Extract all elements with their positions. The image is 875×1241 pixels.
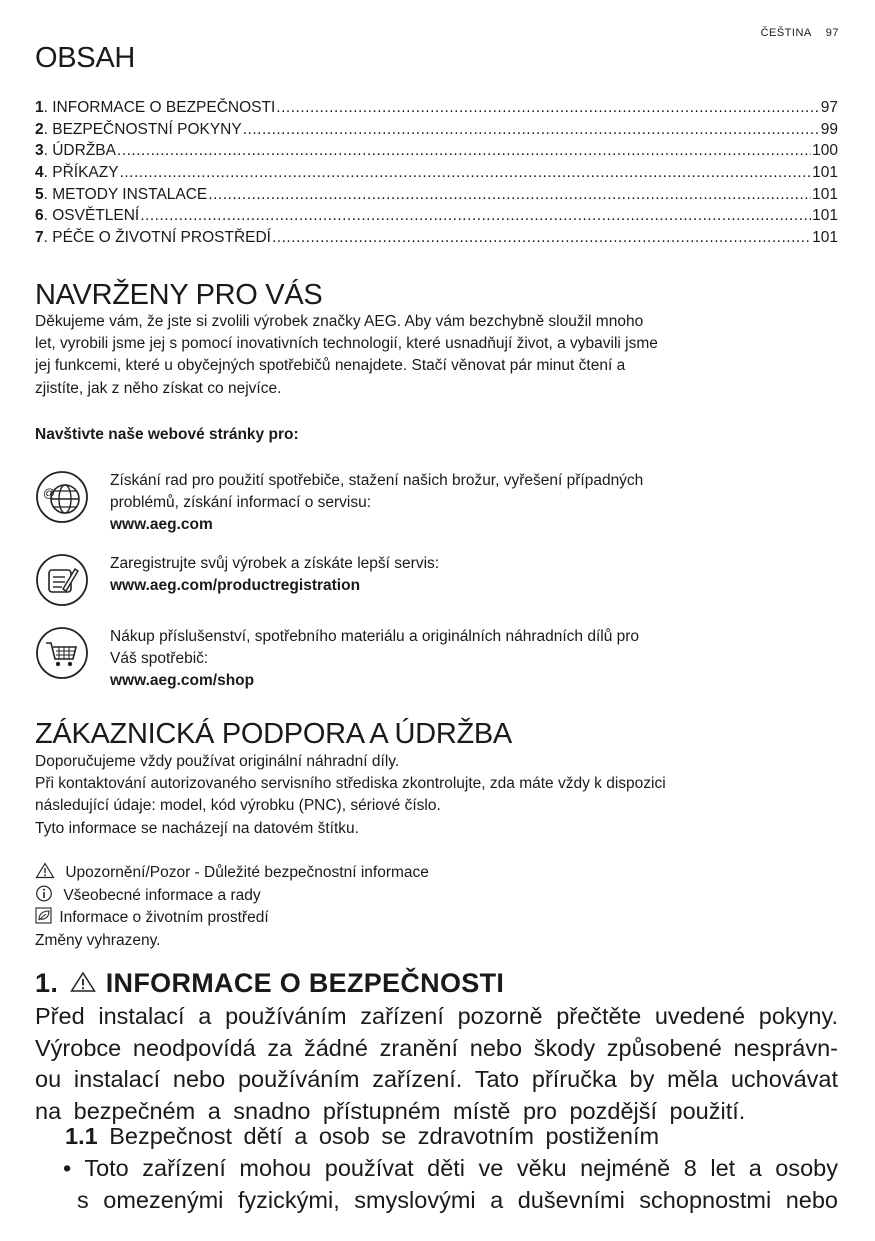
toc-item[interactable] xyxy=(35,184,838,206)
safety-line: ou instalací nebo používáním zařízení. Tato příručka by měla uchovávat xyxy=(35,1066,838,1092)
legend-text: Upozornění/Pozor - Důležité bezpečnostní informace xyxy=(65,864,429,881)
toc-item-label: . ÚDRŽBA xyxy=(43,142,116,160)
legend-text: Všeobecné informace a rady xyxy=(63,886,261,904)
symbol-legend xyxy=(35,862,825,952)
globe-icon xyxy=(35,470,89,524)
toc-leader-dots xyxy=(208,184,811,206)
toc-item-number: 2 xyxy=(35,120,44,138)
legend-warning xyxy=(35,862,825,885)
toc-item-number: 7 xyxy=(35,229,44,247)
safety-line: Výrobce neodpovídá za žádné zranění nebo škody způsobené nesprávn- xyxy=(35,1034,838,1061)
toc-item-label: . OSVĚTLENÍ xyxy=(43,207,140,225)
info-icon xyxy=(35,885,55,902)
link-url-aeg[interactable]: www.aeg.com xyxy=(110,516,213,534)
link-description: Zaregistrujte svůj výrobek a získáte lepší servis: xyxy=(110,555,440,572)
toc-item-label: . BEZPEČNOSTNÍ POKYNY xyxy=(43,120,242,138)
subsection-number: 1.1 xyxy=(65,1123,98,1149)
toc-leader-dots xyxy=(272,227,811,249)
toc-item-label: . METODY INSTALACE xyxy=(43,185,208,203)
warning-icon xyxy=(35,862,55,879)
toc-item-number: 5 xyxy=(35,185,44,203)
registration-link-text xyxy=(110,553,830,597)
support-line: následující údaje: model, kód výrobku (PNC), sériové číslo. xyxy=(35,797,441,815)
safety-heading xyxy=(35,968,504,999)
intro-line: Děkujeme vám, že jste si zvolili výrobek značky AEG. Aby vám bezchybně sloužil mnoho xyxy=(35,313,644,330)
intro-line: zjistíte, jak z něho získat co nejvíce. xyxy=(35,379,282,397)
link-description: Nákup příslušenství, spotřebního materiálu a originálních náhradních dílů pro xyxy=(110,628,640,645)
subsection-heading xyxy=(65,1123,659,1150)
support-line: Při kontaktování autorizovaného servisního střediska zkontrolujte, zda máte vždy k dispozici xyxy=(35,775,666,793)
support-link-text xyxy=(110,470,830,537)
environment-icon xyxy=(35,907,53,924)
subsection-title: Bezpečnost dětí a osob se zdravotním postižením xyxy=(109,1123,660,1149)
support-line: Tyto informace se nacházejí na datovém štítku. xyxy=(35,819,359,837)
toc-item-number: 6 xyxy=(35,207,44,225)
toc-leader-dots xyxy=(243,119,820,141)
intro-line: let, vyrobili jsme jej s pomocí inovativních technologií, které usnadňují život, a vybavili jsme xyxy=(35,335,658,353)
toc-item-number: 3 xyxy=(35,142,44,160)
toc-item-label: . PÉČE O ŽIVOTNÍ PROSTŘEDÍ xyxy=(43,229,271,247)
link-description: problémů, získání informací o servisu: xyxy=(110,494,372,512)
link-description: Získání rad pro použití spotřebiče, stažení našich brožur, vyřešení případných xyxy=(110,472,644,489)
toc-item-label: . PŘÍKAZY xyxy=(43,164,119,182)
support-line: Doporučujeme vždy používat originální náhradní díly. xyxy=(35,753,400,770)
toc-leader-dots xyxy=(276,97,819,119)
legend-text: Informace o životním prostředí xyxy=(59,909,269,926)
shop-link-text xyxy=(110,626,830,693)
toc-leader-dots xyxy=(140,205,811,227)
designed-intro xyxy=(35,311,825,400)
bullet-item xyxy=(63,1153,838,1216)
toc-leader-dots xyxy=(120,162,812,184)
legend-info xyxy=(35,885,825,908)
header-page-number: 97 xyxy=(825,27,839,39)
safety-line: na bezpečném a snadno přístupném místě pro pozdější použití. xyxy=(35,1097,746,1124)
legend-environment xyxy=(35,907,825,930)
toc-item-label: . INFORMACE O BEZPEČNOSTI xyxy=(43,99,276,116)
toc-item[interactable] xyxy=(35,119,838,141)
bullet-line: • Toto zařízení mohou používat děti ve věku nejméně 8 let a osoby xyxy=(63,1155,838,1181)
page-header xyxy=(761,27,839,39)
toc-item[interactable] xyxy=(35,97,838,119)
safety-title: INFORMACE O BEZPEČNOSTI xyxy=(105,968,505,998)
link-url-shop[interactable]: www.aeg.com/shop xyxy=(110,672,255,690)
toc-item-page: 101 xyxy=(812,207,838,225)
toc-item-page: 101 xyxy=(812,164,838,182)
toc-item[interactable] xyxy=(35,227,838,249)
shopping-cart-icon xyxy=(35,626,89,680)
contents-title: OBSAH xyxy=(35,42,136,74)
support-title: ZÁKAZNICKÁ PODPORA A ÚDRŽBA xyxy=(35,718,512,750)
safety-intro xyxy=(35,1001,838,1127)
svg-text:@: @ xyxy=(43,486,56,500)
intro-line: jej funkcemi, které u obyčejných spotřebičů nenajdete. Stačí věnovat pár minut čtení a xyxy=(35,357,626,375)
toc-item-page: 99 xyxy=(820,120,838,138)
toc-item-page: 97 xyxy=(820,99,838,116)
toc-item-number: 4 xyxy=(35,164,44,182)
toc-item-page: 101 xyxy=(812,229,838,247)
toc-leader-dots xyxy=(117,140,811,162)
table-of-contents xyxy=(35,97,838,249)
support-text xyxy=(35,751,825,840)
safety-number: 1. xyxy=(35,968,59,998)
link-description: Váš spotřebič: xyxy=(110,650,209,668)
toc-item-page: 101 xyxy=(812,185,838,203)
toc-item[interactable] xyxy=(35,140,838,162)
bullet-line: s omezenými fyzickými, smyslovými a duševními schopnostmi nebo xyxy=(77,1186,838,1213)
toc-item-number: 1 xyxy=(35,99,44,116)
toc-item-page: 100 xyxy=(812,142,838,160)
registration-icon xyxy=(35,553,89,607)
designed-title: NAVRŽENY PRO VÁS xyxy=(35,279,323,311)
visit-label: Navštivte naše webové stránky pro: xyxy=(35,426,299,443)
toc-item[interactable] xyxy=(35,205,838,227)
changes-reserved: Změny vyhrazeny. xyxy=(35,931,161,949)
warning-icon xyxy=(70,971,96,993)
header-language: ČEŠTINA xyxy=(760,27,812,39)
link-url-registration[interactable]: www.aeg.com/productregistration xyxy=(110,577,361,595)
toc-item[interactable] xyxy=(35,162,838,184)
safety-line: Před instalací a používáním zařízení pozorně přečtěte uvedené pokyny. xyxy=(35,1003,838,1029)
